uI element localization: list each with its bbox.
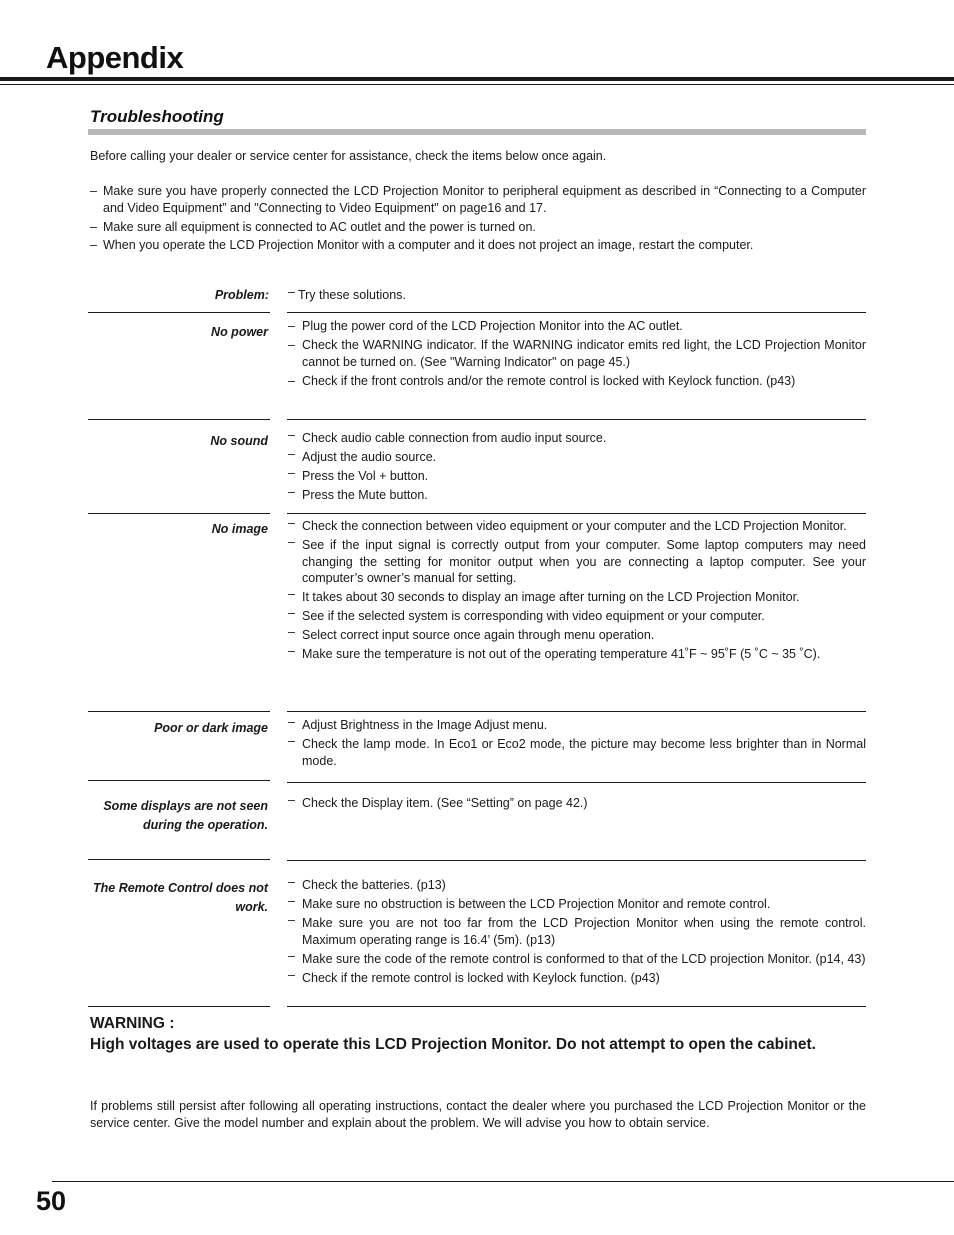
solution-list (288, 877, 866, 989)
row-divider-left (88, 1006, 270, 1007)
row-divider-left (88, 312, 270, 313)
problem-label: No sound (210, 434, 268, 448)
solution-item: – Check the WARNING indicator. If the WARNING indicator emits red light, the LCD Projection Monitor cannot be turned on. (See "Warning Indicator" on page 45.) (288, 337, 866, 370)
solution-list (288, 717, 866, 772)
section-bar (88, 129, 866, 135)
solution-item: – Check the Display item. (See “Setting” on page 42.) (288, 795, 866, 812)
row-divider-left (88, 859, 270, 860)
row-divider-right (287, 860, 866, 861)
row-divider-right (287, 312, 866, 313)
closing-text: If problems still persist after following all operating instructions, contact the dealer where you purchased the LCD Projection Monitor or the service center. Give the model number and explain about the problem. We will advise you how to obtain service. (90, 1099, 866, 1130)
row-divider-left (88, 780, 270, 781)
problem-label: Poor or dark image (154, 721, 268, 735)
table-header-solution (288, 288, 406, 302)
checklist-item: – Make sure you have properly connected the LCD Projection Monitor to peripheral equipment as described in “Connecting to a Computer and Video Equipment” and "Connecting to Video Equipment" on page16 and 17. (90, 183, 866, 217)
solution-item: – Make sure the code of the remote control is conformed to that of the LCD projection Monitor. (p14, 43) (288, 951, 866, 968)
checklist-item: – When you operate the LCD Projection Monitor with a computer and it does not project an image, restart the computer. (90, 237, 866, 254)
row-divider-right (287, 513, 866, 514)
solution-item: – Press the Vol + button. (288, 468, 866, 485)
row-divider-right (287, 711, 866, 712)
row-divider-left (88, 513, 270, 514)
title-rule (0, 77, 954, 81)
solution-list (288, 795, 866, 814)
solution-item: – Check if the front controls and/or the remote control is locked with Keylock function. (p43) (288, 373, 866, 390)
checklist-item: – Make sure all equipment is connected to AC outlet and the power is turned on. (90, 219, 866, 236)
warning-text: High voltages are used to operate this LCD Projection Monitor. Do not attempt to open the cabinet. (90, 1035, 816, 1053)
solution-item: – Make sure you are not too far from the LCD Projection Monitor when using the remote control. Maximum operating range is 16.4’ (5m). (p13) (288, 915, 866, 948)
intro-text: Before calling your dealer or service center for assistance, check the items below once again. (90, 149, 607, 163)
row-divider-right (287, 419, 866, 420)
row-divider-left (88, 419, 270, 420)
solution-list (288, 518, 866, 665)
solution-item: – Check if the remote control is locked with Keylock function. (p43) (288, 970, 866, 987)
table-header-solution-text: Try these solutions. (297, 288, 406, 302)
page-title: Appendix (46, 40, 184, 75)
solution-item: – Check the batteries. (p13) (288, 877, 866, 894)
title-rule-thin (0, 84, 954, 85)
solution-item: – Check the connection between video equipment or your computer and the LCD Projection Monitor. (288, 518, 866, 535)
solution-item: – See if the selected system is corresponding with video equipment or your computer. (288, 608, 866, 625)
problem-label: No power (211, 325, 268, 339)
solution-list (288, 318, 866, 392)
page-footer-rule (52, 1181, 954, 1182)
page-number: 50 (36, 1186, 67, 1216)
solution-item: – It takes about 30 seconds to display an image after turning on the LCD Projection Monitor. (288, 589, 866, 606)
warning-label: WARNING : (90, 1015, 175, 1032)
table-header-problem: Problem: (214, 288, 269, 302)
section-title: Troubleshooting (90, 107, 224, 126)
warning-block (90, 1014, 866, 1055)
solution-item: – Check the lamp mode. In Eco1 or Eco2 mode, the picture may become less brighter than in Normal mode. (288, 736, 866, 769)
solution-item: – Make sure the temperature is not out of the operating temperature 41˚F ~ 95˚F (5 ˚C ~ 35 ˚C). (288, 646, 866, 663)
row-divider-left (88, 711, 270, 712)
problem-label: No image (211, 522, 268, 536)
solution-item: – Select correct input source once again through menu operation. (288, 627, 866, 644)
solution-list (288, 430, 866, 506)
solution-item: – See if the input signal is correctly output from your computer. Some laptop computers may need changing the setting for monitor output when you are connecting a laptop computer. See your computer’s owner’s manual for setting. (288, 537, 866, 587)
solution-item: – Check audio cable connection from audio input source. (288, 430, 866, 447)
solution-item: – Adjust the audio source. (288, 449, 866, 466)
solution-item: – Make sure no obstruction is between the LCD Projection Monitor and remote control. (288, 896, 866, 913)
solution-item: – Press the Mute button. (288, 487, 866, 504)
checklist (90, 183, 866, 256)
solution-item: – Adjust Brightness in the Image Adjust menu. (288, 717, 866, 734)
problem-label: The Remote Control does not work. (93, 881, 268, 914)
solution-item: – Plug the power cord of the LCD Projection Monitor into the AC outlet. (288, 318, 866, 335)
problem-label: Some displays are not seen during the operation. (103, 799, 268, 832)
row-divider-right (287, 1006, 866, 1007)
row-divider-right (287, 782, 866, 783)
